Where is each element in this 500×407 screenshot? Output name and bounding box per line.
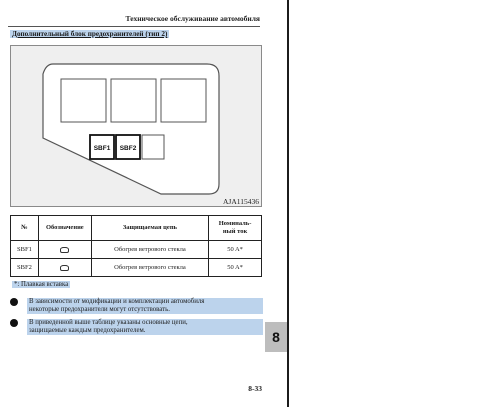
cell-rating: 50 A*: [209, 241, 262, 259]
chapter-tab: 8: [265, 322, 287, 352]
rear-defogger-icon: [60, 265, 69, 271]
notes: [10, 281, 270, 288]
cell-no: SBF2: [11, 259, 39, 277]
cell-circuit: Обогрев ветрового стекла: [91, 259, 208, 277]
table-row: [11, 259, 262, 277]
cell-designation: [38, 259, 91, 277]
section-title: Дополнительный блок предохранителей (тип 2): [12, 30, 168, 38]
relay-slot-3: [161, 79, 206, 122]
col-header-no: №: [11, 216, 39, 241]
fuse-label-sbf2: SBF2: [119, 145, 137, 152]
fuse-label-sbf1: SBF1: [93, 145, 111, 152]
col-header-designation: Обозначение: [38, 216, 91, 241]
page-header: Техническое обслуживание автомобиля: [125, 14, 260, 23]
fuse-empty-slot: [142, 135, 164, 159]
relay-slot-2: [111, 79, 156, 122]
relay-slot-1: [61, 79, 106, 122]
col-header-rating: Номиналь- ный ток: [209, 216, 262, 241]
fuse-box-figure: [10, 45, 262, 207]
table-header-row: [11, 216, 262, 241]
table-row: [11, 241, 262, 259]
page-edge-line: [287, 0, 289, 407]
cell-no: SBF1: [11, 241, 39, 259]
bullet-icon: [10, 298, 18, 306]
figure-caption: AJA115436: [223, 197, 259, 206]
header-rule: [8, 26, 260, 27]
rear-defogger-icon: [60, 247, 69, 253]
bullet-icon: [10, 319, 18, 327]
cell-circuit: Обогрев ветрового стекла: [91, 241, 208, 259]
page-number: 8-33: [248, 384, 262, 393]
fuse-table: [10, 215, 262, 277]
col-header-circuit: Защищаемая цепь: [91, 216, 208, 241]
cell-rating: 50 A*: [209, 259, 262, 277]
fuse-box-diagram: [11, 46, 261, 206]
manual-page: Техническое обслуживание автомобиля Дополнительный блок предохранителей (тип 2) SBF1 SBF2 AJA115436 № Обозначение Защищаемая цепь Номиналь- ный ток SBF1 Обогрев ветрового стекла 50 A* SBF2 Обогрев ветрового стекла 50 A* *: Плавкая вставка В зависимости от модификации и комплектации автомобиля некоторые предохранители могут отсутствовать. В приведенной выше таблице указаны основные цепи, защищаемые каждым предохранителем. 8 8-33: [0, 0, 500, 407]
cell-designation: [38, 241, 91, 259]
footnote: *: Плавкая вставка: [14, 281, 69, 288]
